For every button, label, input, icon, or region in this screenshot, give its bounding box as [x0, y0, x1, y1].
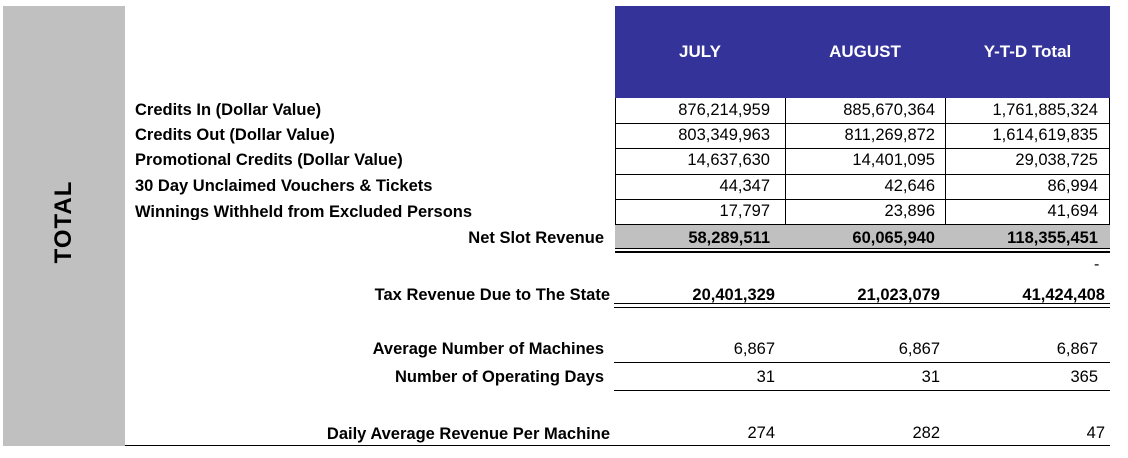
- grid-line: [615, 148, 1110, 149]
- unclaimed-vouchers-august: 42,646: [884, 177, 935, 195]
- row-label-operating-days: Number of Operating Days: [394, 368, 604, 386]
- net-underline: [615, 248, 1110, 249]
- credits-out-august: 811,269,872: [844, 126, 935, 144]
- operating-days-july: 31: [756, 368, 775, 386]
- row-label-tax-revenue: Tax Revenue Due to The State: [374, 286, 610, 304]
- row-label-net-slot-revenue: Net Slot Revenue: [468, 229, 604, 247]
- grid-line: [1109, 98, 1110, 225]
- row-label-credits-in: Credits In (Dollar Value): [135, 101, 322, 119]
- unclaimed-vouchers-july: 44,347: [719, 177, 770, 195]
- average-machines-august: 6,867: [898, 340, 940, 358]
- winnings-withheld-july: 17,797: [719, 202, 770, 220]
- credits-in-july: 876,214,959: [678, 101, 770, 119]
- tax-revenue-july: 20,401,329: [692, 286, 775, 304]
- header-july: JULY: [679, 42, 721, 61]
- promotional-credits-july: 14,637,630: [687, 151, 770, 169]
- credits-out-ytd: 1,614,619,835: [992, 126, 1098, 144]
- row-label-daily-average: Daily Average Revenue Per Machine: [326, 425, 610, 443]
- tax-revenue-ytd: 41,424,408: [1022, 286, 1105, 304]
- net-slot-revenue-ytd: 118,355,451: [1007, 229, 1098, 247]
- operating-days-august: 31: [921, 368, 940, 386]
- credits-in-august: 885,670,364: [843, 101, 935, 119]
- grid-line: [615, 199, 1110, 200]
- daily-average-august: 282: [912, 424, 940, 442]
- winnings-withheld-ytd: 41,694: [1047, 202, 1098, 220]
- unclaimed-vouchers-ytd: 86,994: [1047, 177, 1098, 195]
- header-ytd-total: Y-T-D Total: [983, 42, 1072, 61]
- net-slot-revenue-august: 60,065,940: [852, 229, 935, 247]
- grid-line: [615, 174, 1110, 175]
- operating-days-ytd: 365: [1070, 368, 1098, 386]
- header-august: AUGUST: [829, 42, 901, 61]
- promotional-credits-august: 14,401,095: [852, 151, 935, 169]
- winnings-withheld-august: 23,896: [884, 202, 935, 220]
- daily-average-ytd: 47: [1086, 424, 1105, 442]
- row-label-credits-out: Credits Out (Dollar Value): [135, 126, 335, 144]
- row-label-average-machines: Average Number of Machines: [372, 340, 604, 358]
- average-machines-ytd: 6,867: [1056, 340, 1098, 358]
- credits-out-july: 803,349,963: [678, 126, 770, 144]
- net-slot-revenue-july: 58,289,511: [688, 229, 770, 247]
- credits-in-ytd: 1,761,885,324: [992, 101, 1098, 119]
- net-double-underline: [615, 251, 1110, 253]
- average-machines-july: 6,867: [733, 340, 775, 358]
- row-label-unclaimed-vouchers: 30 Day Unclaimed Vouchers & Tickets: [135, 177, 433, 195]
- grid-line: [615, 123, 1110, 124]
- tax-revenue-august: 21,023,079: [857, 286, 940, 304]
- row-label-promotional-credits: Promotional Credits (Dollar Value): [135, 151, 403, 169]
- avg-machines-underline: [614, 362, 1110, 363]
- tax-double-underline: [614, 307, 1110, 308]
- daily-average-july: 274: [747, 424, 775, 442]
- promotional-credits-ytd: 29,038,725: [1015, 151, 1098, 169]
- ytd-dash: -: [1094, 256, 1100, 273]
- row-label-winnings-withheld: Winnings Withheld from Excluded Persons: [135, 203, 473, 220]
- side-label: TOTAL: [50, 180, 77, 264]
- bottom-rule: [125, 445, 1110, 446]
- operating-days-underline: [614, 390, 1110, 391]
